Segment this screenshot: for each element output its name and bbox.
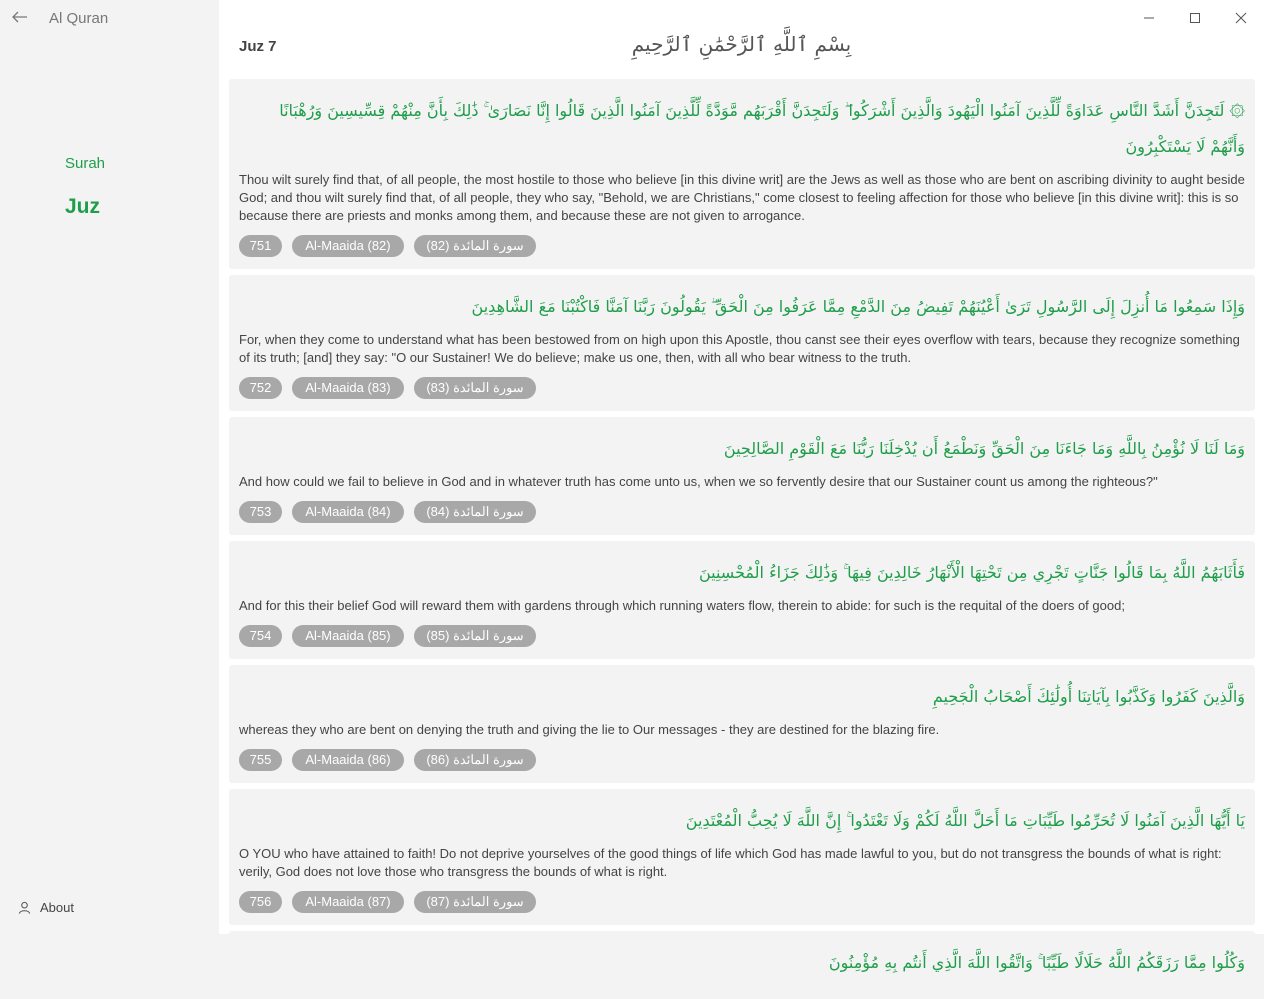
verse-tags <box>239 235 1245 257</box>
surah-name-tag[interactable]: Al-Maaida (82) <box>292 235 404 257</box>
surah-name-tag[interactable]: Al-Maaida (84) <box>292 501 404 523</box>
surah-name-tag[interactable]: Al-Maaida (83) <box>292 377 404 399</box>
surah-arabic-tag[interactable]: سورة المائدة (84) <box>414 501 536 523</box>
surah-arabic-tag[interactable]: سورة المائدة (82) <box>414 235 536 257</box>
minimize-button[interactable] <box>1126 0 1172 36</box>
verse-translation: Thou wilt surely find that, of all people, the most hostile to those who believe [in this divine writ] are the Jews as well as those who are bent on ascribing divinity to aught beside God; and thou wilt surely find that, of all people, they who say, "Behold, we are Christians," come closest to feeling affection for those who believe [in this divine writ]: this is so because there are priests and monks among them, and because these are not given to arrogance. <box>239 172 1245 223</box>
bismillah-heading: بِسْمِ ٱللَّهِ ٱلرَّحْمَٰنِ ٱلرَّحِيمِ <box>631 32 852 56</box>
verse-arabic-text: ۞ لَتَجِدَنَّ أَشَدَّ النَّاسِ عَدَاوَةً لِّلَّذِينَ آمَنُوا الْيَهُودَ وَالَّذِينَ أَشْرَكُوا ۖ وَلَتَجِدَنَّ أَقْرَبَهُم مَّوَدَّةً لِّلَّذِينَ آمَنُوا الَّذِينَ قَالُوا إِنَّا نَصَارَىٰ ۚ ذَٰلِكَ بِأَنَّ مِنْهُمْ قِسِّيسِينَ وَرُهْبَانًا وَأَنَّهُمْ لَا يَسْتَكْبِرُونَ <box>279 101 1245 156</box>
surah-name-tag[interactable]: Al-Maaida (87) <box>292 891 404 913</box>
sidebar <box>0 0 219 934</box>
verse-tags <box>239 625 1245 647</box>
surah-name-tag[interactable]: Al-Maaida (85) <box>292 625 404 647</box>
verse-card[interactable] <box>229 541 1255 659</box>
nav-item-surah[interactable]: Surah <box>65 155 106 172</box>
verse-arabic-text: وَكُلُوا مِمَّا رَزَقَكُمُ اللَّهُ حَلَالًا طَيِّبًا ۚ وَاتَّقُوا اللَّهَ الَّذِي أَنتُم بِهِ مُؤْمِنُونَ <box>828 953 1245 972</box>
verse-number-tag[interactable]: 753 <box>239 501 282 523</box>
about-label: About <box>40 899 74 915</box>
verse-arabic-text: فَأَثَابَهُمُ اللَّهُ بِمَا قَالُوا جَنَّاتٍ تَجْرِي مِن تَحْتِهَا الْأَنْهَارُ خَالِدِينَ فِيهَا ۚ وَذَٰلِكَ جَزَاءُ الْمُحْسِنِينَ <box>698 563 1245 582</box>
maximize-icon <box>1189 12 1201 24</box>
arrow-left-icon <box>12 11 28 23</box>
verse-card[interactable] <box>229 789 1255 925</box>
verse-arabic-text: وَإِذَا سَمِعُوا مَا أُنزِلَ إِلَى الرَّسُولِ تَرَىٰ أَعْيُنَهُمْ تَفِيضُ مِنَ الدَّمْعِ مِمَّا عَرَفُوا مِنَ الْحَقِّ ۖ يَقُولُونَ رَبَّنَا آمَنَّا فَاكْتُبْنَا مَعَ الشَّاهِدِينَ <box>471 297 1245 316</box>
verse-number-tag[interactable]: 752 <box>239 377 282 399</box>
surah-name-tag[interactable]: Al-Maaida (86) <box>292 749 404 771</box>
verse-card[interactable] <box>229 665 1255 783</box>
juz-label: Juz 7 <box>239 38 277 55</box>
window-controls <box>1126 0 1264 36</box>
verse-translation: For, when they come to understand what has been bestowed from on high upon this Apostle, thou canst see their eyes overflow with tears, because they recognize something of its truth; [and] they say: "O our Sustainer! We do believe; make us one, then, with all who bear witness to the truth. <box>239 332 1240 365</box>
verse-list[interactable] <box>229 79 1255 999</box>
surah-arabic-tag[interactable]: سورة المائدة (83) <box>414 377 536 399</box>
verse-translation: O YOU who have attained to faith! Do not deprive yourselves of the good things of life which God has made lawful to you, but do not transgress the bounds of what is right: verily, God does not love those who transgress the bounds of what is right. <box>239 846 1222 879</box>
verse-translation: And how could we fail to believe in God and in whatever truth has come unto us, when we so fervently desire that our Sustainer count us among the righteous?" <box>239 474 1158 489</box>
verse-number-tag[interactable]: 755 <box>239 749 282 771</box>
verse-translation: whereas they who are bent on denying the truth and giving the lie to Our messages - they are destined for the blazing fire. <box>239 722 940 737</box>
verse-number-tag[interactable]: 751 <box>239 235 282 257</box>
verse-number-tag[interactable]: 756 <box>239 891 282 913</box>
nav-item-juz[interactable]: Juz <box>65 195 101 218</box>
person-icon <box>18 901 31 914</box>
surah-arabic-tag[interactable]: سورة المائدة (87) <box>414 891 536 913</box>
close-button[interactable] <box>1218 0 1264 36</box>
verse-card[interactable] <box>229 275 1255 411</box>
verse-tags <box>239 501 1245 523</box>
close-icon <box>1235 12 1247 24</box>
verse-card[interactable] <box>229 417 1255 535</box>
verse-translation: And for this their belief God will reward them with gardens through which running waters flow, therein to abide: for such is the requital of the doers of good; <box>239 598 1125 613</box>
verse-card[interactable] <box>229 79 1255 269</box>
surah-arabic-tag[interactable]: سورة المائدة (85) <box>414 625 536 647</box>
surah-arabic-tag[interactable]: سورة المائدة (86) <box>414 749 536 771</box>
maximize-button[interactable] <box>1172 0 1218 36</box>
verse-arabic-text: وَالَّذِينَ كَفَرُوا وَكَذَّبُوا بِآيَاتِنَا أُولَٰئِكَ أَصْحَابُ الْجَحِيمِ <box>932 687 1245 706</box>
verse-tags <box>239 749 1245 771</box>
verse-arabic-text: وَمَا لَنَا لَا نُؤْمِنُ بِاللَّهِ وَمَا جَاءَنَا مِنَ الْحَقِّ وَنَطْمَعُ أَن يُدْخِلَنَا رَبُّنَا مَعَ الْقَوْمِ الصَّالِحِينَ <box>723 439 1245 458</box>
verse-tags <box>239 377 1245 399</box>
verse-number-tag[interactable]: 754 <box>239 625 282 647</box>
main-content <box>219 0 1264 972</box>
about-button[interactable] <box>18 898 74 916</box>
app-title: Al Quran <box>49 10 109 27</box>
minimize-icon <box>1143 12 1155 24</box>
verse-tags <box>239 891 1245 913</box>
back-button[interactable] <box>10 6 30 28</box>
verse-arabic-text: يَا أَيُّهَا الَّذِينَ آمَنُوا لَا تُحَرِّمُوا طَيِّبَاتِ مَا أَحَلَّ اللَّهُ لَكُمْ وَلَا تَعْتَدُوا ۚ إِنَّ اللَّهَ لَا يُحِبُّ الْمُعْتَدِينَ <box>685 811 1245 830</box>
verse-card[interactable] <box>229 931 1255 993</box>
